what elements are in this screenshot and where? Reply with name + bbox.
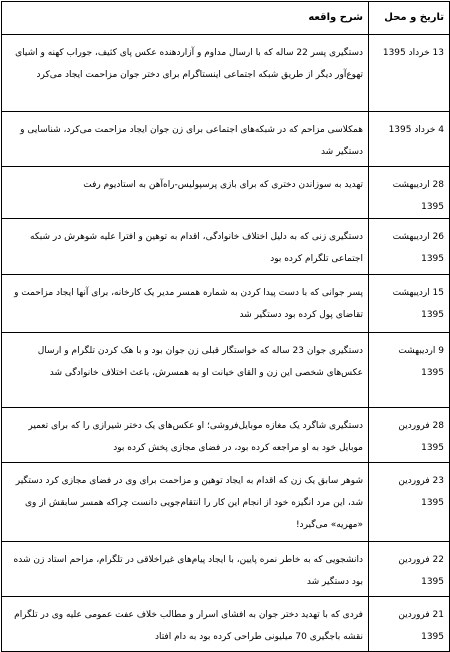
row-description: دستگیری شاگرد یک مغازه موبایل‌فروشی؛ او عکس‌های یک دختر شیرازی را که برای تعمیر موبایل خود به او مراجعه کرده بود، در فضای مجازی پخش کرده بود [2, 408, 369, 463]
row-description: فردی که با تهدید دختر جوان به افشای اسرار و مطالب خلاف عفت عمومی علیه وی در تلگرام نقشه باجگیری 70 میلیونی طراحی کرده بود به دام افتاد [2, 597, 369, 652]
table-row [2, 167, 450, 219]
header-description: شرح واقعه [2, 2, 369, 35]
table-row [2, 35, 450, 112]
row-description: پسر جوانی که با دست پیدا کردن به شماره همسر مدیر یک کارخانه، برای آنها ایجاد مزاحمت و تقاضای پول کرده بود دستگیر شد [2, 275, 369, 333]
row-date: 26 اردیبهشت 1395 [369, 219, 450, 275]
row-date: 23 فروردین 1395 [369, 463, 450, 542]
row-description: دستگیری جوان 23 ساله که خواستگار قبلی زن جوان بود و با هک کردن تلگرام و ارسال عکس‌های شخصی این زن و القای خیانت او به همسرش، باعث اختلاف خانوادگی شد [2, 333, 369, 408]
table-row [2, 408, 450, 463]
row-date: 13 خرداد 1395 [369, 35, 450, 112]
row-date: 15 اردیبهشت 1395 [369, 275, 450, 333]
table-row [2, 275, 450, 333]
row-date: 28 فروردین 1395 [369, 408, 450, 463]
table-row [2, 219, 450, 275]
row-description: دستگیری زنی که به دلیل اختلاف خانوادگی، اقدام به توهین و افترا علیه شوهرش در شبکه اجتماعی تلگرام کرده بود [2, 219, 369, 275]
row-date: 21 فروردین 1395 [369, 597, 450, 652]
row-description: شوهر سابق یک زن که اقدام به ایجاد توهین و مزاحمت برای وی در فضای مجازی کرد دستگیر شد، این مرد انگیزه خود از انجام این کار را انتقام‌جویی دانست چراکه همسر سابقش از وی «مهریه» می‌گیرد! [2, 463, 369, 542]
table-row [2, 463, 450, 542]
table-row [2, 333, 450, 408]
row-description: دانشجویی که به خاطر نمره پایین، با ایجاد پیام‌های غیراخلاقی در تلگرام، مزاحم استاد زن شده بود دستگیر شد [2, 542, 369, 597]
row-date: 4 خرداد 1395 [369, 112, 450, 167]
table-row [2, 542, 450, 597]
table-header-row [2, 2, 450, 35]
header-date-place: تاریخ و محل [369, 2, 450, 35]
row-description: تهدید به سوزاندن دختری که برای بازی پرسپولیس-راه‌آهن به استادیوم رفت [2, 167, 369, 219]
row-date: 9 اردیبهشت 1395 [369, 333, 450, 408]
events-table [1, 1, 450, 652]
table-row [2, 112, 450, 167]
row-description: دستگیری پسر 22 ساله که با ارسال مداوم و آزاردهنده عکس پای کثیف، جوراب کهنه و اشیای تهوع‌آور دیگر از طریق شبکه اجتماعی اینستاگرام برای دختر جوان مزاحمت ایجاد می‌کرد [2, 35, 369, 112]
table-row [2, 597, 450, 652]
row-date: 28 اردیبهشت 1395 [369, 167, 450, 219]
row-description: همکلاسی مزاحم که در شبکه‌های اجتماعی برای زن جوان ایجاد مزاحمت می‌کرد، شناسایی و دستگیر شد [2, 112, 369, 167]
row-date: 22 فروردین 1395 [369, 542, 450, 597]
